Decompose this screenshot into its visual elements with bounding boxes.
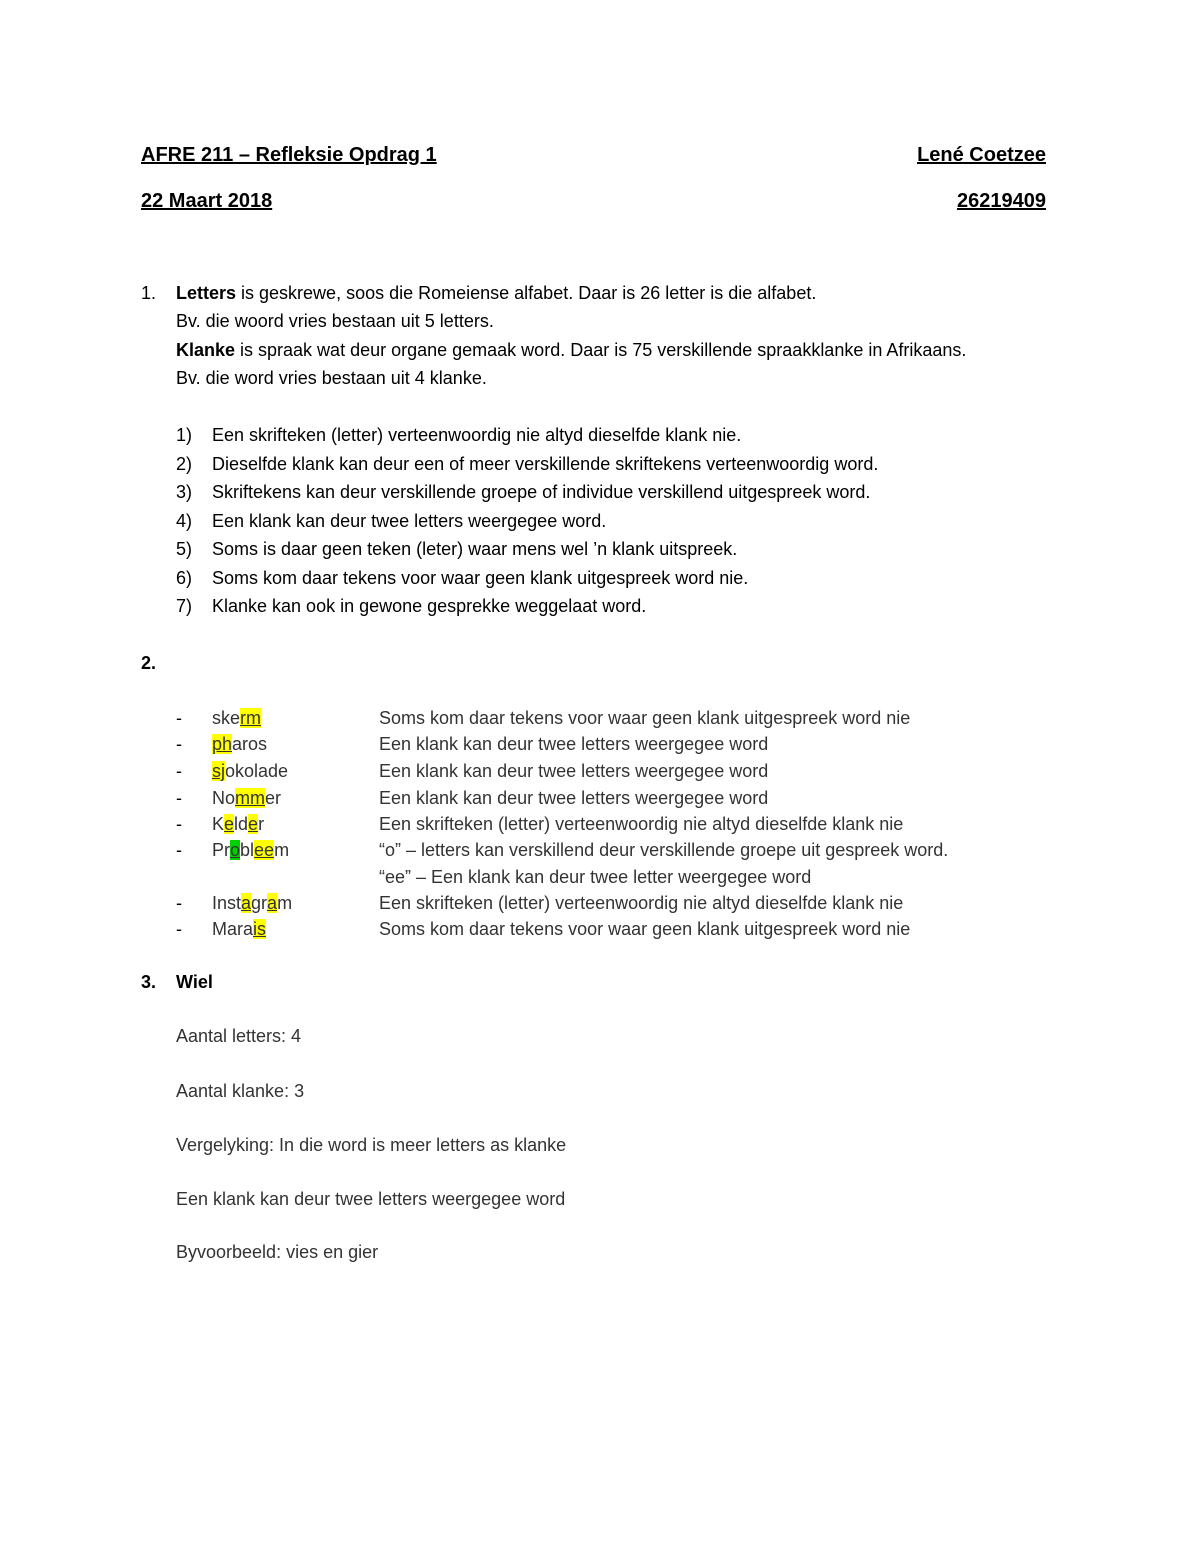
rule-number: 1): [176, 425, 193, 445]
highlighted-letters: a: [241, 893, 252, 913]
q3-sounds-count: Aantal klanke: 3: [176, 1081, 305, 1101]
word-explanation: Een klank kan deur twee letters weergegee word: [379, 788, 769, 808]
rule-number: 7): [176, 596, 193, 616]
q1-klanke-example: Bv. die word vries bestaan uit 4 klanke.: [176, 368, 487, 388]
list-bullet: -: [176, 893, 182, 913]
q3-comparison: Vergelyking: In die word is meer letters as klanke: [176, 1135, 567, 1155]
word-explanation: Een skrifteken (letter) verteenwoordig nie altyd dieselfde klank nie: [379, 814, 904, 834]
word-part: r: [258, 814, 265, 834]
author-name: Lené Coetzee: [917, 144, 1046, 166]
example-word: [212, 708, 261, 729]
example-word: [212, 840, 289, 861]
course-title: AFRE 211 – Refleksie Opdrag 1: [141, 144, 437, 166]
word-part: aros: [232, 734, 268, 754]
letters-term: Letters: [176, 283, 237, 303]
klanke-term: Klanke: [176, 340, 236, 360]
example-word: [212, 761, 288, 782]
q3-number: 3.: [141, 972, 157, 992]
rule-number: 5): [176, 539, 193, 559]
example-word: [212, 788, 281, 809]
rule-text: Een skrifteken (letter) verteenwoordig nie altyd dieselfde klank nie.: [212, 425, 742, 445]
word-part: gr: [251, 893, 268, 913]
highlighted-letters: is: [253, 919, 267, 939]
highlighted-letters: e: [248, 814, 259, 834]
q1-number: 1.: [141, 283, 157, 303]
list-bullet: -: [176, 734, 182, 754]
word-part: Inst: [212, 893, 242, 913]
highlighted-letters: ph: [212, 734, 233, 754]
word-part: er: [265, 788, 282, 808]
word-explanation: Soms kom daar tekens voor waar geen klank uitgespreek word nie: [379, 708, 911, 728]
highlighted-letters: sj: [212, 761, 225, 781]
word-part: Mara: [212, 919, 254, 939]
list-bullet: -: [176, 788, 182, 808]
example-word: [212, 919, 266, 940]
list-bullet: -: [176, 919, 182, 939]
list-bullet: -: [176, 708, 182, 728]
word-part: okolade: [225, 761, 289, 781]
q3-letters-count: Aantal letters: 4: [176, 1026, 302, 1046]
example-word: [212, 734, 267, 755]
date: 22 Maart 2018: [141, 190, 273, 212]
q3-rule: Een klank kan deur twee letters weergegee word: [176, 1189, 566, 1209]
highlighted-letters: ee: [254, 840, 275, 860]
word-explanation-secondary: “ee” – Een klank kan deur twee letter weergegee word: [379, 867, 812, 887]
word-part: m: [274, 840, 290, 860]
list-bullet: -: [176, 840, 182, 860]
word-part: bl: [240, 840, 255, 860]
rule-text: Soms kom daar tekens voor waar geen klank uitgespreek word nie.: [212, 567, 749, 588]
rule-text: Klanke kan ook in gewone gesprekke weggelaat word.: [212, 596, 647, 616]
list-bullet: -: [176, 814, 182, 834]
list-bullet: -: [176, 761, 182, 781]
highlighted-letters: rm: [240, 708, 262, 728]
word-explanation: Een klank kan deur twee letters weergegee word: [379, 761, 769, 781]
word-explanation: Soms kom daar tekens voor waar geen klank uitgespreek word nie: [379, 919, 911, 939]
q1-letters-paragraph: Letters is geskrewe, soos die Romeiense alfabet. Daar is 26 letter is die alfabet.: [176, 283, 817, 303]
word-explanation: Een skrifteken (letter) verteenwoordig nie altyd dieselfde klank nie: [379, 893, 904, 913]
word-part: ld: [234, 814, 249, 834]
highlighted-letters: a: [267, 893, 278, 913]
rule-text: Dieselfde klank kan deur een of meer verskillende skriftekens verteenwoordig word.: [212, 453, 879, 474]
example-word: [212, 893, 292, 914]
student-number: 26219409: [957, 190, 1046, 212]
highlighted-letters: mm: [235, 788, 266, 808]
rule-text: Een klank kan deur twee letters weergegee word.: [212, 510, 607, 531]
rule-number: 6): [176, 567, 193, 588]
word-part: Pr: [212, 840, 230, 860]
highlighted-letters: o: [230, 840, 241, 860]
rule-text: Soms is daar geen teken (leter) waar mens wel ’n klank uitspreek.: [212, 539, 738, 559]
word-part: ske: [212, 708, 241, 728]
q3-word: Wiel: [176, 972, 213, 992]
q2-number: 2.: [141, 653, 157, 673]
rule-number: 4): [176, 510, 193, 531]
q1-letters-example: Bv. die woord vries bestaan uit 5 letters.: [176, 311, 494, 331]
rule-text: Skriftekens kan deur verskillende groepe of individue verskillend uitgespreek word.: [212, 482, 871, 502]
q3-example: Byvoorbeeld: vies en gier: [176, 1242, 379, 1262]
example-word: [212, 814, 264, 835]
word-explanation: Een klank kan deur twee letters weergegee word: [379, 734, 769, 754]
word-part: No: [212, 788, 236, 808]
word-part: m: [277, 893, 293, 913]
word-part: K: [212, 814, 225, 834]
word-explanation: “o” – letters kan verskillend deur verskillende groepe uit gespreek word.: [379, 840, 949, 860]
rule-number: 2): [176, 453, 193, 474]
rule-number: 3): [176, 482, 193, 502]
highlighted-letters: e: [224, 814, 235, 834]
q1-klanke-paragraph: Klanke is spraak wat deur organe gemaak word. Daar is 75 verskillende spraakklanke in Afrikaans.: [176, 340, 967, 360]
